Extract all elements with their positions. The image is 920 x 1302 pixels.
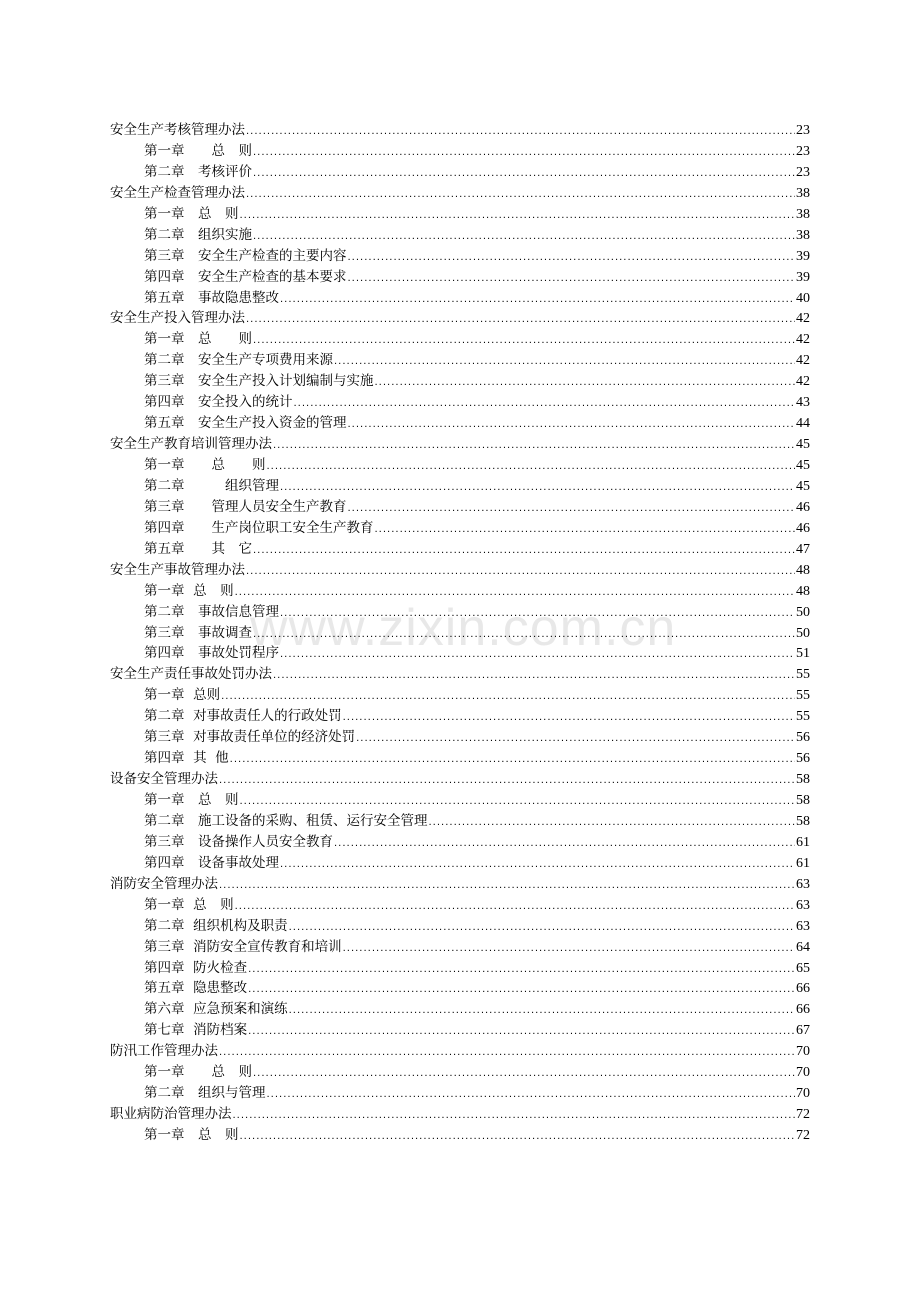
toc-entry-section[interactable] <box>110 434 810 455</box>
toc-entry-section[interactable] <box>110 183 810 204</box>
toc-entry-chapter[interactable] <box>110 1062 810 1083</box>
dot-leader <box>356 729 795 750</box>
dot-leader <box>253 1064 795 1085</box>
toc-entry-title: 第三章 事故调查 <box>144 624 252 641</box>
toc-entry-title: 第六章 应急预案和演练 <box>144 1001 288 1018</box>
toc-entry-title: 第五章 隐患整改 <box>144 980 248 997</box>
toc-entry-page-number: 63 <box>796 897 810 913</box>
dot-leader <box>273 436 795 457</box>
toc-entry-page-number: 38 <box>796 185 810 201</box>
toc-entry-chapter[interactable] <box>110 246 810 267</box>
toc-entry-page-number: 23 <box>796 164 810 180</box>
toc-entry-title: 第三章 对事故责任单位的经济处罚 <box>144 729 356 746</box>
toc-entry-title: 第三章 消防安全宣传教育和培训 <box>144 938 342 955</box>
dot-leader <box>235 583 795 604</box>
toc-entry-chapter[interactable] <box>110 539 810 560</box>
toc-entry-page-number: 40 <box>796 290 810 306</box>
dot-leader <box>253 227 795 248</box>
dot-leader <box>246 562 795 583</box>
dot-leader <box>246 310 795 331</box>
toc-entry-chapter[interactable] <box>110 371 810 392</box>
toc-entry-chapter[interactable] <box>110 748 810 769</box>
toc-entry-section[interactable] <box>110 560 810 581</box>
toc-entry-title: 职业病防治管理办法 <box>110 1106 232 1123</box>
toc-entry-chapter[interactable] <box>110 895 810 916</box>
toc-entry-chapter[interactable] <box>110 413 810 434</box>
toc-entry-page-number: 50 <box>796 625 810 641</box>
toc-entry-page-number: 55 <box>796 667 810 683</box>
dot-leader <box>348 415 796 436</box>
toc-entry-chapter[interactable] <box>110 685 810 706</box>
toc-entry-page-number: 55 <box>796 688 810 704</box>
toc-entry-chapter[interactable] <box>110 790 810 811</box>
table-of-contents <box>110 120 810 1146</box>
toc-entry-chapter[interactable] <box>110 288 810 309</box>
toc-entry-title: 第二章 安全生产专项费用来源 <box>144 352 333 369</box>
toc-entry-title: 第三章 安全生产投入计划编制与实施 <box>144 373 374 390</box>
toc-entry-chapter[interactable] <box>110 958 810 979</box>
toc-entry-page-number: 70 <box>796 1044 810 1060</box>
toc-entry-chapter[interactable] <box>110 476 810 497</box>
dot-leader <box>248 960 795 981</box>
toc-entry-chapter[interactable] <box>110 937 810 958</box>
dot-leader <box>267 1085 796 1106</box>
toc-entry-title: 第二章 考核评价 <box>144 163 252 180</box>
toc-entry-title: 第五章 事故隐患整改 <box>144 289 279 306</box>
dot-leader <box>375 373 796 394</box>
toc-entry-title: 设备安全管理办法 <box>110 771 218 788</box>
toc-entry-page-number: 61 <box>796 855 810 871</box>
toc-entry-page-number: 56 <box>796 730 810 746</box>
toc-entry-page-number: 55 <box>796 709 810 725</box>
toc-entry-title: 第三章 管理人员安全生产教育 <box>144 498 347 515</box>
toc-entry-chapter[interactable] <box>110 204 810 225</box>
dot-leader <box>289 918 795 939</box>
toc-entry-title: 第二章 组织管理 <box>144 477 279 494</box>
dot-leader <box>246 122 795 143</box>
dot-leader <box>233 1106 796 1127</box>
dot-leader <box>221 687 795 708</box>
toc-entry-title: 第二章 事故信息管理 <box>144 603 279 620</box>
toc-entry-title: 第四章 安全生产检查的基本要求 <box>144 268 347 285</box>
toc-entry-page-number: 58 <box>796 793 810 808</box>
toc-entry-title: 第四章 安全投入的统计 <box>144 394 293 411</box>
dot-leader <box>253 143 795 164</box>
dot-leader <box>267 457 796 478</box>
toc-entry-chapter[interactable] <box>110 162 810 183</box>
toc-entry-chapter[interactable] <box>110 623 810 644</box>
toc-entry-title: 防汛工作管理办法 <box>110 1043 218 1060</box>
toc-entry-title: 第一章 总 则 <box>144 331 252 348</box>
toc-entry-section[interactable] <box>110 308 810 329</box>
toc-entry-chapter[interactable] <box>110 832 810 853</box>
toc-entry-title: 第一章 总 则 <box>144 792 239 808</box>
toc-entry-chapter[interactable] <box>110 497 810 518</box>
toc-entry-page-number: 70 <box>796 1086 810 1102</box>
toc-entry-page-number: 38 <box>796 227 810 243</box>
toc-entry-title: 第三章 安全生产检查的主要内容 <box>144 247 347 264</box>
toc-entry-chapter[interactable] <box>110 706 810 727</box>
toc-entry-page-number: 46 <box>796 499 810 515</box>
toc-entry-section[interactable] <box>110 769 810 790</box>
toc-entry-chapter[interactable] <box>110 225 810 246</box>
toc-entry-chapter[interactable] <box>110 581 810 602</box>
toc-entry-title: 安全生产检查管理办法 <box>110 184 245 201</box>
toc-entry-page-number: 67 <box>796 1023 810 1039</box>
toc-entry-title: 第四章 生产岗位职工安全生产教育 <box>144 519 374 536</box>
toc-entry-title: 安全生产事故管理办法 <box>110 561 245 578</box>
toc-entry-title: 第三章 设备操作人员安全教育 <box>144 833 333 850</box>
dot-leader <box>273 666 795 687</box>
toc-entry-title: 第一章 总则 <box>144 687 221 704</box>
toc-entry-section[interactable] <box>110 1041 810 1062</box>
toc-entry-page-number: 66 <box>796 1002 810 1018</box>
dot-leader <box>334 834 795 855</box>
toc-entry-title: 第四章 事故处罚程序 <box>144 645 279 662</box>
toc-entry-chapter[interactable] <box>110 350 810 371</box>
toc-entry-title: 消防安全管理办法 <box>110 875 218 892</box>
toc-entry-title: 第一章 总 则 <box>144 896 234 913</box>
dot-leader <box>253 331 795 352</box>
dot-leader <box>289 1001 795 1022</box>
dot-leader <box>280 855 795 876</box>
dot-leader <box>280 604 795 625</box>
toc-entry-page-number: 50 <box>796 604 810 620</box>
dot-leader <box>253 541 795 562</box>
dot-leader <box>248 980 795 1001</box>
toc-entry-chapter[interactable] <box>110 727 810 748</box>
dot-leader <box>219 771 795 792</box>
toc-entry-page-number: 66 <box>796 981 810 997</box>
toc-entry-chapter[interactable] <box>110 455 810 476</box>
toc-entry-page-number: 58 <box>796 772 810 788</box>
toc-entry-page-number: 63 <box>796 876 810 892</box>
toc-entry-page-number: 47 <box>796 541 810 557</box>
dot-leader <box>235 897 795 918</box>
toc-entry-title: 安全生产责任事故处罚办法 <box>110 666 272 683</box>
toc-entry-page-number: 45 <box>796 478 810 494</box>
toc-entry-title: 第一章 总 则 <box>144 457 266 473</box>
toc-entry-section[interactable] <box>110 874 810 895</box>
toc-entry-page-number: 64 <box>796 939 810 955</box>
dot-leader <box>294 394 796 415</box>
dot-leader <box>240 792 796 813</box>
dot-leader <box>253 625 795 646</box>
toc-entry-page-number: 45 <box>796 437 810 453</box>
toc-entry-page-number: 70 <box>796 1065 810 1081</box>
dot-leader <box>280 478 795 499</box>
toc-entry-title: 第一章 总 则 <box>144 205 239 222</box>
dot-leader <box>219 876 795 897</box>
dot-leader <box>280 645 795 666</box>
toc-entry-chapter[interactable] <box>110 1125 810 1146</box>
toc-entry-title: 安全生产教育培训管理办法 <box>110 436 272 453</box>
dot-leader <box>253 164 795 185</box>
toc-entry-chapter[interactable] <box>110 141 810 162</box>
dot-leader <box>230 750 795 771</box>
toc-entry-page-number: 42 <box>796 374 810 390</box>
toc-entry-title: 第四章 设备事故处理 <box>144 854 279 871</box>
toc-entry-chapter[interactable] <box>110 329 810 350</box>
dot-leader <box>375 520 796 541</box>
toc-entry-chapter[interactable] <box>110 518 810 539</box>
toc-entry-title: 第一章 总 则 <box>144 582 234 599</box>
toc-entry-section[interactable] <box>110 1104 810 1125</box>
toc-entry-page-number: 38 <box>796 206 810 222</box>
dot-leader <box>343 939 795 960</box>
dot-leader <box>248 1022 795 1043</box>
toc-entry-page-number: 48 <box>796 583 810 599</box>
dot-leader <box>240 1127 796 1148</box>
toc-entry-title: 第二章 组织与管理 <box>144 1085 266 1102</box>
toc-entry-title: 第五章 其 它 <box>144 540 252 557</box>
toc-entry-page-number: 23 <box>796 123 810 138</box>
toc-entry-page-number: 56 <box>796 751 810 767</box>
toc-entry-title: 第一章 总 则 <box>144 142 252 159</box>
toc-entry-chapter[interactable] <box>110 1020 810 1041</box>
dot-leader <box>348 269 796 290</box>
toc-entry-page-number: 65 <box>796 960 810 976</box>
dot-leader <box>240 206 796 227</box>
dot-leader <box>219 1043 795 1064</box>
watermark: www.zixin.com.cn <box>250 599 677 657</box>
toc-entry-chapter[interactable] <box>110 392 810 413</box>
toc-entry-title: 第一章 总 则 <box>144 1064 252 1081</box>
toc-entry-page-number: 44 <box>796 416 810 432</box>
toc-entry-page-number: 63 <box>796 918 810 934</box>
toc-entry-page-number: 42 <box>796 311 810 327</box>
toc-entry-title: 安全生产考核管理办法 <box>110 122 245 138</box>
toc-entry-title: 第四章 其 他 <box>144 750 229 767</box>
toc-entry-title: 第七章 消防档案 <box>144 1022 248 1039</box>
toc-entry-page-number: 23 <box>796 143 810 159</box>
toc-entry-chapter[interactable] <box>110 602 810 623</box>
dot-leader <box>348 248 796 269</box>
toc-entry-page-number: 39 <box>796 248 810 264</box>
dot-leader <box>246 185 795 206</box>
toc-entry-title: 第五章 安全生产投入资金的管理 <box>144 415 347 432</box>
toc-entry-page-number: 48 <box>796 562 810 578</box>
toc-entry-page-number: 42 <box>796 353 810 369</box>
toc-entry-chapter[interactable] <box>110 643 810 664</box>
toc-entry-page-number: 39 <box>796 269 810 285</box>
toc-entry-page-number: 43 <box>796 395 810 411</box>
toc-entry-page-number: 51 <box>796 646 810 662</box>
toc-entry-chapter[interactable] <box>110 267 810 288</box>
toc-entry-page-number: 45 <box>796 458 810 473</box>
toc-entry-page-number: 72 <box>796 1107 810 1123</box>
toc-entry-chapter[interactable] <box>110 1083 810 1104</box>
dot-leader <box>280 290 795 311</box>
toc-entry-section[interactable] <box>110 120 810 141</box>
dot-leader <box>348 499 796 520</box>
dot-leader <box>334 352 795 373</box>
toc-entry-chapter[interactable] <box>110 999 810 1020</box>
toc-entry-title: 第二章 对事故责任人的行政处罚 <box>144 708 342 725</box>
toc-entry-page-number: 42 <box>796 332 810 348</box>
toc-entry-title: 第二章 组织实施 <box>144 226 252 243</box>
toc-entry-page-number: 61 <box>796 834 810 850</box>
toc-entry-page-number: 46 <box>796 520 810 536</box>
toc-entry-chapter[interactable] <box>110 811 810 832</box>
toc-entry-page-number: 58 <box>796 813 810 829</box>
toc-entry-title: 第四章 防火检查 <box>144 959 248 976</box>
toc-entry-title: 第一章 总 则 <box>144 1127 239 1143</box>
dot-leader <box>429 813 796 834</box>
toc-entry-title: 第二章 组织机构及职责 <box>144 917 288 934</box>
toc-entry-chapter[interactable] <box>110 853 810 874</box>
toc-entry-chapter[interactable] <box>110 978 810 999</box>
toc-entry-section[interactable] <box>110 664 810 685</box>
dot-leader <box>343 708 795 729</box>
toc-entry-chapter[interactable] <box>110 916 810 937</box>
toc-entry-title: 安全生产投入管理办法 <box>110 310 245 327</box>
toc-entry-title: 第二章 施工设备的采购、租赁、运行安全管理 <box>144 812 428 829</box>
toc-entry-page-number: 72 <box>796 1128 810 1143</box>
